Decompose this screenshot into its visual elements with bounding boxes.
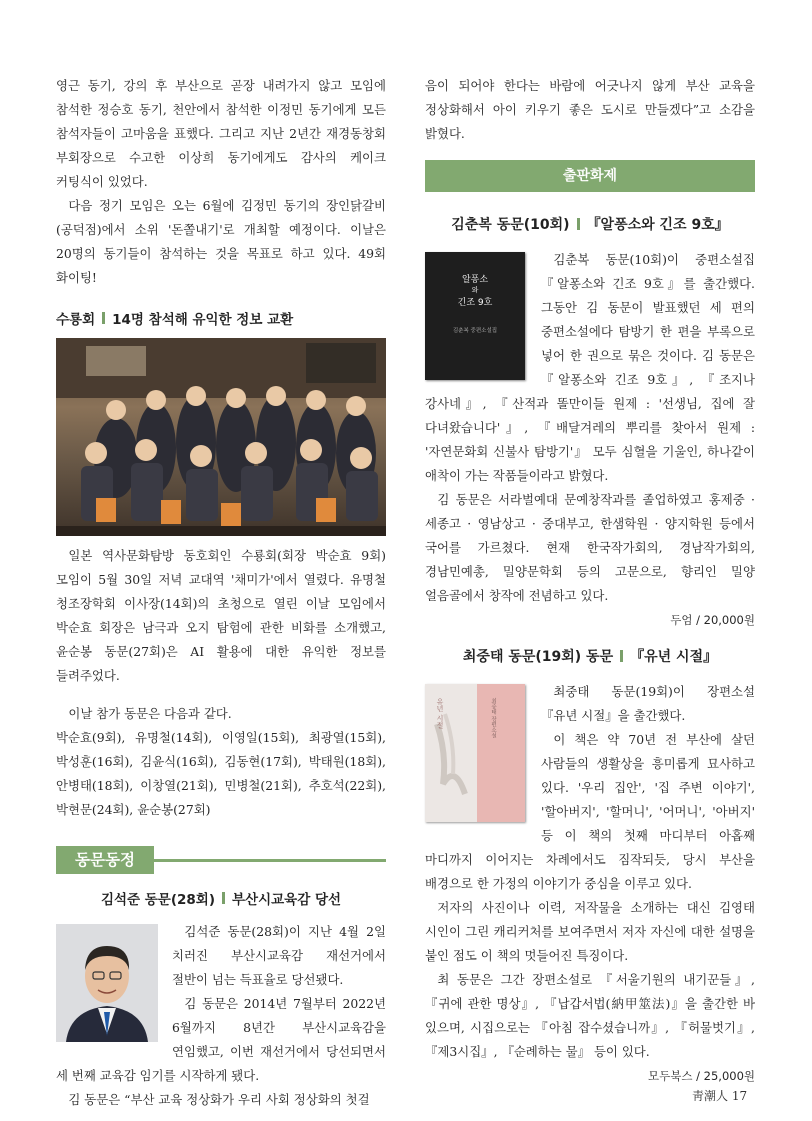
suryong-attendees-intro: 이날 참가 동문은 다음과 같다. bbox=[68, 706, 232, 721]
book1-author: 김춘복 동문(10회) bbox=[451, 217, 570, 233]
left-column bbox=[56, 74, 386, 1112]
suryong-attendees: 박순효(9회), 유명철(14회), 이영일(15회), 최광열(15회), 박성훈(16회), 김윤식(16회), 김동현(17회), 박태원(18회), 안병태(18회), 이창열(21회), 민병철(21회), 추호석(22회), 박현문(24회), 윤순봉(27회) bbox=[56, 730, 386, 817]
book2-paragraph-4: 최 동문은 그간 장편소설로 『서울기원의 내기꾼들』, 『귀에 관한 명상』, 『납갑서법(納甲筮法)』을 출간한 바 있으며, 시집으로는 『아침 잡수셨습니까』, 『허물벗기』, 『제3시집』, 『순례하는 물』 등이 있다. bbox=[425, 972, 755, 1059]
book2-cover-stripe bbox=[477, 684, 525, 822]
right-column bbox=[425, 74, 755, 1088]
kim-heading bbox=[56, 888, 386, 908]
suryong-paragraph: 일본 역사문화탐방 동호회인 수룡회(회장 박순효 9회) 모임이 5월 30일 저녁 교대역 '채미가'에서 열렸다. 유명철 청조장학회 이사장(14회)의 초청으로 열린 이날 모임에서 박순효 회장은 남극과 오지 탐험에 관한 비화를 소개했고, 윤순봉 동문(27회)은 AI 활용에 대한 유익한 정보를 들려주었다. bbox=[56, 548, 386, 683]
book1-cover-author: 김춘복 중편소설집 bbox=[452, 328, 498, 334]
book2-article bbox=[425, 680, 755, 1088]
book2-title: 『유년 시절』 bbox=[630, 649, 718, 665]
group-photo bbox=[56, 338, 386, 536]
portrait-illustration bbox=[56, 924, 158, 1042]
book2-paragraph-2: 이 책은 약 70년 전 부산에 살던 사람들의 생활상을 흥미롭게 묘사하고 있다. '우리 집안', '집 주변 이야기', '할아버지', '할머니', '어머니', '아버지' 등 이 책의 첫째 마디부터 아홉째 마디까지 이어지는 차례에서도 짐작되듯, 당시 부산을 배경으로 한 가정의 이야기가 중심을 이루고 있다. bbox=[425, 732, 755, 891]
book2-cover bbox=[425, 684, 525, 822]
book1-cover-title2: 긴조 9호 bbox=[457, 298, 493, 308]
book2-paragraph-1: 최중태 동문(19회)이 장편소설 『유년 시절』을 출간했다. bbox=[541, 684, 755, 723]
book1-paragraph-1: 김춘복 동문(10회)이 중편소설집 『알퐁소와 긴조 9호』를 출간했다. 그동안 김 동문이 발표했던 세 편의 중편소설에다 탐방기 한 편을 부록으로 넣어 한 권으로 묶은 것이다. 김 동문은 『알퐁소와 긴조 9호』, 『조지나 강사네』, 『산적과 똘만이들 원제 : '선생님, 집에 잘 다녀왔습니다'』, 『배달겨레의 뿌리를 찾아서 원제 : '자연문화회 신불사 탐방기'』 모두 심혈을 기울인, 하나같이 애착이 가는 작품들이라고 밝혔다. bbox=[425, 252, 755, 483]
book1-article bbox=[425, 248, 755, 632]
kim-paragraph-2: 김 동문은 2014년 7월부터 2022년 6월까지 8년간 부산시교육감을 연임했고, 이번 재선거에서 당선되면서 세 번째 교육감 임기를 시작하게 됐다. bbox=[56, 996, 386, 1083]
book2-author: 최중태 동문(19회) 동문 bbox=[462, 649, 614, 665]
alumni-news-banner bbox=[56, 846, 386, 874]
suryong-org: 수룡회 bbox=[56, 312, 96, 328]
heading-bar bbox=[577, 218, 580, 230]
suryong-heading bbox=[56, 308, 386, 328]
kim-name: 김석준 동문(28회) bbox=[100, 892, 216, 908]
page-footer: 靑潮人 17 bbox=[692, 1089, 748, 1103]
heading-bar bbox=[620, 650, 623, 662]
book1-cover-sub: 와 bbox=[471, 286, 479, 294]
book2-paragraph-3: 저자의 사진이나 이력, 저작물을 소개하는 대신 김영태 시인이 그린 캐리커처를 보여주면서 저자 자신에 대한 설명을 붙인 점도 이 책의 멋들어진 특징이다. bbox=[425, 900, 755, 963]
book1-cover-title: 알퐁소 bbox=[461, 275, 489, 285]
article-paragraph: 다음 정기 모임은 오는 6월에 김정민 동기의 장인닭갈비(공덕점)에서 소위 '돈쫄내기'로 개최할 예정이다. 이날은 20명의 동기들이 참석하는 것을 목표로 하고 있다. 49회 화이팅! bbox=[56, 198, 386, 285]
kim-paragraph-3: 김 동문은 “부산 교육 정상화가 우리 사회 정상화의 첫걸 bbox=[68, 1092, 370, 1107]
book2-cover-author: 최중태 장편소설 bbox=[490, 698, 496, 739]
article-continuation: 영근 동기, 강의 후 부산으로 곧장 내려가지 않고 모임에 참석한 정승호 동기, 천안에서 참석한 이정민 동기에게 모든 참석자들이 고마움을 표했다. 그리고 지난 2년간 재경동창회 부회장으로 수고한 이상희 동기에게도 감사의 케이크 커팅식이 있었다. bbox=[56, 78, 386, 189]
book2-cover-art bbox=[425, 684, 477, 822]
book1-title: 『알퐁소와 긴조 9호』 bbox=[586, 217, 729, 233]
publication-banner: 출판화제 bbox=[425, 160, 755, 192]
book2-heading bbox=[425, 646, 755, 666]
book2-price: 모두북스 / 25,000원 bbox=[648, 1069, 755, 1083]
kim-article-continuation: 음이 되어야 한다는 바람에 어긋나지 않게 부산 교육을 정상화해서 아이 키우기 좋은 도시로 만들겠다”고 소감을 밝혔다. bbox=[425, 78, 755, 141]
book1-price: 두엄 / 20,000원 bbox=[670, 613, 755, 627]
heading-bar bbox=[102, 312, 105, 324]
book2-cover-title: 유년 시절 bbox=[436, 698, 444, 729]
group-photo-illustration bbox=[56, 338, 386, 536]
banner-label: 동문동정 bbox=[56, 846, 154, 874]
book1-heading bbox=[425, 214, 755, 234]
heading-bar bbox=[222, 892, 225, 904]
kim-article bbox=[56, 920, 386, 1112]
kim-portrait bbox=[56, 924, 158, 1042]
kim-title: 부산시교육감 당선 bbox=[232, 892, 342, 908]
kim-paragraph-1: 김석준 동문(28회)이 지난 4월 2일 치러진 부산시교육감 재선거에서 절반이 넘는 득표율로 당선됐다. bbox=[172, 924, 386, 987]
suryong-title: 14명 참석해 유익한 정보 교환 bbox=[112, 312, 294, 328]
book1-paragraph-2: 김 동문은 서라벌예대 문예창작과를 졸업하였고 홍제중 · 세종고 · 영남상고 · 중대부고, 한샘학원 · 양지학원 등에서 국어를 가르쳤다. 현재 한국작가회의, 경남작가회의, 경남민예총, 밀양문학회 등의 고문으로, 향리인 밀양 얼음골에서 창작에 전념하고 있다. bbox=[425, 492, 755, 603]
book1-cover bbox=[425, 252, 525, 380]
